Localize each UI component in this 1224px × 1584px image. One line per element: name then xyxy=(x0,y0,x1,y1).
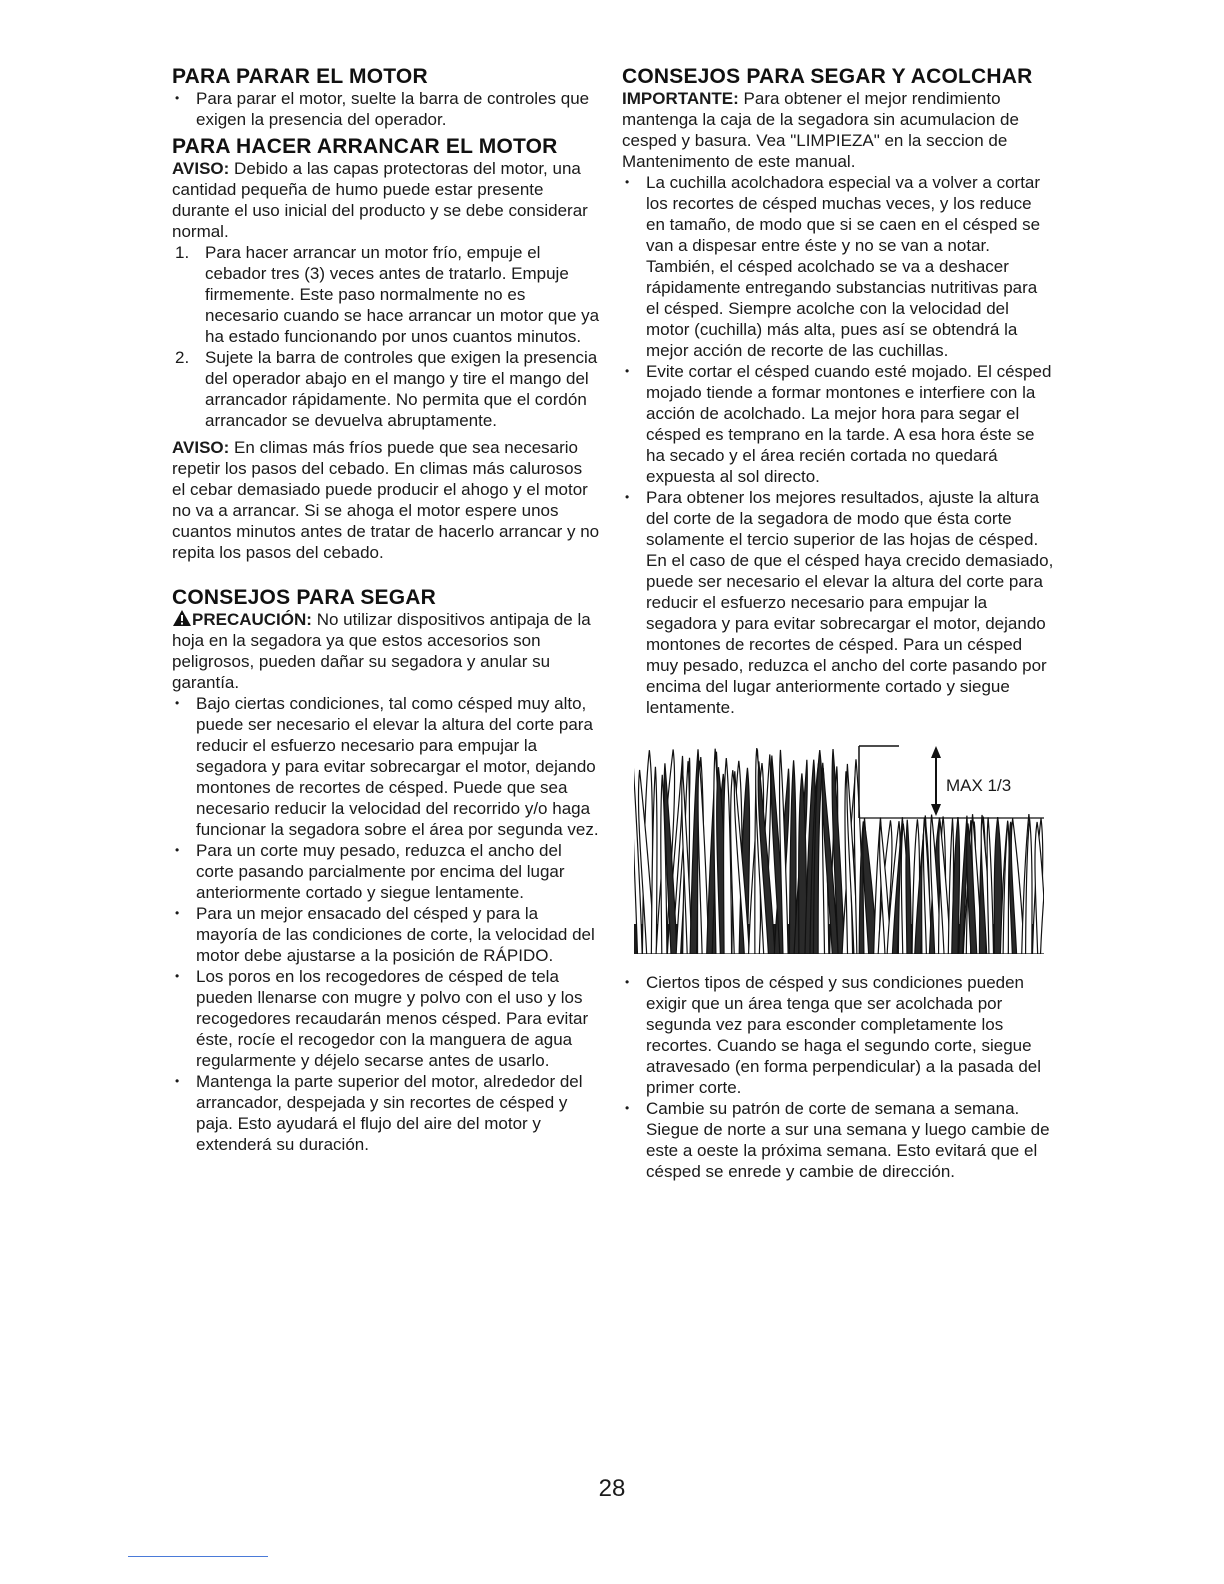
list-item: • Los poros en los recogedores de césped de tela pueden llenarse con mugre y polvo con el uso y los recogedores recaudarán menos césped. Para evitar éste, rocíe el recogedor con la manguera de agua regularmente y déjelo secarse antes de usarlo. xyxy=(172,966,600,1071)
stop-engine-list xyxy=(172,88,600,130)
footer-rule xyxy=(128,1556,268,1557)
notice-label: AVISO: xyxy=(172,159,230,178)
mulching-tips-list xyxy=(622,172,1054,718)
notice-text: En climas más fríos puede que sea necesario repetir los pasos del cebado. En climas más calurosos el cebar demasiado puede producir el ahogo y el motor no va a arrancar. Si se ahoga el motor espere unos cuantos minutos antes de tratar de hacerlo arrancar y no repita los pasos del cebado. xyxy=(172,438,600,562)
grass-cut-height-figure xyxy=(634,742,1044,954)
mowing-tips-list xyxy=(172,693,600,1155)
list-item: • Mantenga la parte superior del motor, alrededor del arrancador, despejada y sin recortes de césped y paja. Esto ayudará el flujo del aire del motor y extenderá su duración. xyxy=(172,1071,600,1155)
page-number: 28 xyxy=(598,1475,626,1502)
start-notice xyxy=(172,158,600,242)
additional-tips-list xyxy=(622,972,1054,1182)
caution-text: No utilizar dispositivos antipaja de la hoja en la segadora ya que estos accesorios son peligrosos, pueden dañar su segadora y anular su garantía. xyxy=(172,610,591,692)
notice-text: Debido a las capas protectoras del motor, una cantidad pequeña de humo puede estar presente durante el uso inicial del producto y se debe considerar normal. xyxy=(172,159,588,241)
list-item: • Para obtener los mejores resultados, ajuste la altura del corte de la segadora de modo que ésta corte solamente el tercio superior de las hojas de césped. En el caso de que el césped haya crecido demasiado, puede ser necesario el elevar la altura del corte para reducir el esfuerzo necesario para empujar la segadora y para evitar sobrecargar el motor, dejando montones de recortes de césped. Para un césped muy pesado, reduzca el ancho del corte pasando por encima del lugar anteriormente cortado y siegue lentamente. xyxy=(622,487,1054,718)
mowing-tips-heading: CONSEJOS PARA SEGAR xyxy=(172,586,437,609)
list-item: • Cambie su patrón de corte de semana a semana. Siegue de norte a sur una semana y luego cambie de este a oeste la próxima semana. Esto evitará que el césped se enrede y cambie de dirección. xyxy=(622,1098,1054,1182)
step-number: 2. xyxy=(175,348,190,367)
max-cut-label: MAX 1/3 xyxy=(946,776,1012,795)
step-number: 1. xyxy=(175,243,190,262)
list-item xyxy=(172,242,600,347)
important-text: Para obtener el mejor rendimiento mantenga la caja de la segadora sin acumulacion de cesped y basura. Vea "LIMPIEZA" en la seccion de Mantenimento de este manual. xyxy=(622,89,1019,171)
cold-climate-notice xyxy=(172,437,600,563)
start-steps-list xyxy=(172,242,600,431)
list-item: • Para un mejor ensacado del césped y para la mayoría de las condiciones de corte, la velocidad del motor debe ajustarse a la posición de RÁPIDO. xyxy=(172,903,600,966)
mulching-tips-heading: CONSEJOS PARA SEGAR Y ACOLCHAR xyxy=(622,65,1033,88)
warning-icon xyxy=(172,609,192,627)
important-paragraph xyxy=(622,88,1054,172)
caution-label: PRECAUCIÓN: xyxy=(192,610,312,629)
list-item: • Evite cortar el césped cuando esté mojado. El césped mojado tiende a formar montones e interfiere con la acción de acolchado. La mejor hora para segar el césped es temprano en la tarde. A esa hora éste se ha secado y el área recién cortada no quedará expuesta al sol directo. xyxy=(622,361,1054,487)
grass-illustration xyxy=(634,742,1044,954)
caution-paragraph xyxy=(172,609,600,693)
stop-engine-heading: PARA PARAR EL MOTOR xyxy=(172,65,428,88)
list-item: • Bajo ciertas condiciones, tal como césped muy alto, puede ser necesario el elevar la altura del corte para reducir el esfuerzo necesario para empujar la segadora y para evitar sobrecargar el motor, dejando montones de recortes de césped. Puede que sea necesario reducir la velocidad del recorrido y/o haga funcionar la segadora sobre el área por segunda vez. xyxy=(172,693,600,840)
list-item: • La cuchilla acolchadora especial va a volver a cortar los recortes de césped muchas veces, y los reduce en tamaño, de modo que si se caen en el césped se van a dispesar entre éste y no se van a notar. También, el césped acolchado se va a deshacer rápidamente entregando substancias nutritivas para el césped. Siempre acolche con la velocidad del motor (cuchilla) más alta, pues así se obtendrá la mejor acción de recorte de las cuchillas. xyxy=(622,172,1054,361)
left-column xyxy=(172,66,600,1155)
list-item: • Para un corte muy pesado, reduzca el ancho del corte pasando parcialmente por encima del lugar anteriormente cortado y siegue lentamente. xyxy=(172,840,600,903)
start-engine-heading: PARA HACER ARRANCAR EL MOTOR xyxy=(172,135,558,158)
important-label: IMPORTANTE: xyxy=(622,89,739,108)
list-item xyxy=(172,347,600,431)
list-item: • Ciertos tipos de césped y sus condiciones pueden exigir que un área tenga que ser acolchada por segunda vez para esconder completamente los recortes. Cuando se haga el segundo corte, siegue atravesado (en forma perpendicular) a la pasada del primer corte. xyxy=(622,972,1054,1098)
list-item: • Para parar el motor, suelte la barra de controles que exigen la presencia del operador. xyxy=(172,88,600,130)
right-column xyxy=(622,66,1054,1182)
step-text: Sujete la barra de controles que exigen la presencia del operador abajo en el mango y tire el mango del arrancador rápidamente. No permita que el cordón arrancador se devuelva abruptamente. xyxy=(205,348,598,430)
notice-label: AVISO: xyxy=(172,438,230,457)
step-text: Para hacer arrancar un motor frío, empuje el cebador tres (3) veces antes de tratarlo. Empuje firmemente. Este paso normalmente no es necesario cuando se hace arrancar un motor que ya ha estado funcionando por unos cuantos minutos. xyxy=(205,243,600,346)
